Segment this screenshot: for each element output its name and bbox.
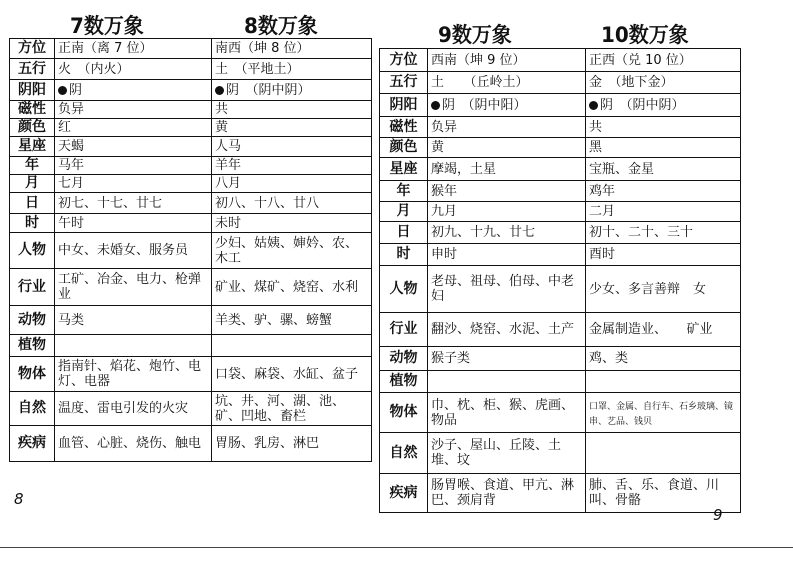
cell-c10	[586, 347, 741, 371]
table-row	[10, 137, 372, 157]
cell-text: 沙子、屋山、丘陵、土堆、坟	[431, 438, 562, 468]
cell-text: 二月	[589, 204, 616, 219]
cell-text: 初八、十八、廿八	[215, 195, 320, 211]
cell-c10	[586, 138, 741, 158]
row-label: 星座	[10, 137, 55, 157]
cell-text: 翻沙、烧窑、水泥、土产	[431, 322, 575, 337]
cell-c10	[586, 371, 741, 393]
table-row	[10, 233, 372, 269]
cell-c7	[55, 80, 212, 101]
cell-c10	[586, 202, 741, 222]
cell-text: 黄	[431, 140, 445, 155]
cell-c7	[55, 306, 212, 335]
row-label: 物体	[10, 357, 55, 392]
cell-text: 共	[589, 119, 603, 135]
row-label: 年	[380, 181, 428, 202]
cell-text: 阴 （阴中阳）	[442, 97, 527, 113]
yin-dot-icon	[58, 86, 67, 95]
table-row	[10, 59, 372, 80]
table-row	[10, 357, 372, 392]
cell-text: 西南（坤 9 位）	[431, 52, 526, 68]
cell-text: 阴 （阴中阴）	[226, 82, 311, 98]
cell-c7	[55, 39, 212, 59]
cell-c7	[55, 214, 212, 233]
cell-text: 黑	[589, 140, 603, 155]
table-row	[380, 138, 741, 158]
yin-dot-icon	[431, 101, 440, 110]
cell-c9	[428, 433, 586, 474]
cell-c8	[212, 119, 372, 137]
cell-text: 阴 （阴中阴）	[600, 97, 685, 113]
heading-9: 9数万象	[438, 23, 512, 47]
row-label: 年	[10, 157, 55, 175]
cell-text: 少女、多言善辩 女	[589, 281, 707, 297]
row-label: 自然	[380, 433, 428, 474]
cell-text: 猴子类	[431, 351, 471, 366]
row-label: 颜色	[10, 119, 55, 137]
cell-c7	[55, 119, 212, 137]
cell-c8	[212, 39, 372, 59]
table-row	[380, 393, 741, 433]
row-label: 方位	[10, 39, 55, 59]
row-label: 行业	[10, 269, 55, 306]
row-label: 五行	[380, 72, 428, 94]
cell-text: 矿业、煤矿、烧窑、水利	[215, 279, 359, 295]
cell-c7	[55, 335, 212, 357]
row-label: 时	[10, 214, 55, 233]
cell-c8	[212, 269, 372, 306]
cell-c10	[586, 393, 741, 433]
row-label: 疾病	[10, 426, 55, 462]
cell-c9	[428, 138, 586, 158]
cell-c9	[428, 202, 586, 222]
cell-text: 少妇、姑姨、婶妗、农、木工	[215, 235, 359, 266]
cell-text: 摩竭，土星	[431, 161, 497, 177]
row-label: 磁性	[380, 117, 428, 138]
cell-text: 酉时	[589, 247, 616, 262]
cell-text: 七月	[58, 176, 85, 191]
cell-c8	[212, 157, 372, 175]
cell-c7	[55, 157, 212, 175]
table-row	[10, 39, 372, 59]
table-row	[10, 101, 372, 119]
cell-c9	[428, 347, 586, 371]
cell-c9	[428, 181, 586, 202]
cell-text: 火 （内火）	[58, 61, 130, 77]
yin-dot-icon	[589, 101, 598, 110]
cell-c8	[212, 357, 372, 392]
row-label: 时	[380, 244, 428, 266]
cell-c7	[55, 59, 212, 80]
table-row	[380, 49, 741, 72]
cell-c10	[586, 94, 741, 117]
cell-text: 马类	[58, 312, 85, 328]
table-row	[10, 214, 372, 233]
cell-text: 肠胃喉、食道、甲亢、淋巴、颈肩背	[431, 478, 575, 508]
row-label: 物体	[380, 393, 428, 433]
heading-7: 7数万象	[70, 14, 144, 38]
cell-text: 正西（兑 10 位）	[589, 52, 692, 68]
cell-c10	[586, 313, 741, 347]
cell-text: 猴年	[431, 183, 458, 199]
cell-text: 宝瓶、金星	[589, 161, 655, 177]
cell-c8	[212, 233, 372, 269]
cell-text: 天蝎	[58, 139, 85, 154]
cell-c9	[428, 94, 586, 117]
cell-text: 初十、二十、三十	[589, 225, 694, 240]
table-row	[10, 193, 372, 214]
cell-text: 人马	[215, 139, 242, 154]
cell-c8	[212, 392, 372, 426]
cell-c9	[428, 72, 586, 94]
cell-c9	[428, 266, 586, 313]
cell-c9	[428, 393, 586, 433]
cell-c7	[55, 392, 212, 426]
row-label: 人物	[10, 233, 55, 269]
cell-text: 鸡年	[589, 183, 616, 199]
cell-text: 坑、井、河、湖、池、矿、凹地、畜栏	[215, 393, 346, 424]
cell-c7	[55, 357, 212, 392]
cell-c10	[586, 158, 741, 181]
cell-text: 温度、雷电引发的火灾	[58, 401, 189, 416]
bottom-rule	[0, 547, 793, 548]
cell-c8	[212, 214, 372, 233]
cell-text: 申时	[431, 247, 458, 262]
cell-text: 共	[215, 102, 229, 117]
row-label: 月	[380, 202, 428, 222]
cell-c8	[212, 175, 372, 193]
row-label: 日	[10, 193, 55, 214]
yin-dot-icon	[215, 86, 224, 95]
cell-c7	[55, 193, 212, 214]
table-row	[380, 244, 741, 266]
table-row	[10, 80, 372, 101]
page-number-right: 9	[713, 506, 723, 524]
cell-text: 中女、未婚女、服务员	[58, 243, 189, 258]
page-number-left: 8	[14, 490, 24, 508]
table-row	[380, 72, 741, 94]
heading-8: 8数万象	[244, 14, 318, 38]
cell-c10	[586, 266, 741, 313]
cell-text: 口袋、麻袋、水缸、盆子	[215, 366, 359, 382]
table-row	[10, 306, 372, 335]
cell-text: 负异	[58, 102, 85, 117]
cell-c8	[212, 101, 372, 119]
cell-text: 负异	[431, 119, 458, 135]
row-label: 疾病	[380, 474, 428, 513]
cell-c9	[428, 244, 586, 266]
row-label: 阴阳	[10, 80, 55, 101]
cell-c7	[55, 426, 212, 462]
cell-text: 鸡、类	[589, 351, 629, 366]
cell-text: 九月	[431, 204, 458, 219]
table-row	[10, 426, 372, 462]
cell-c7	[55, 175, 212, 193]
table-row	[380, 158, 741, 181]
row-label: 自然	[10, 392, 55, 426]
row-label: 星座	[380, 158, 428, 181]
row-label: 颜色	[380, 138, 428, 158]
cell-text: 金属制造业、 矿业	[589, 322, 713, 337]
cell-c9	[428, 222, 586, 244]
row-label: 植物	[10, 335, 55, 357]
row-label: 日	[380, 222, 428, 244]
table-row	[380, 266, 741, 313]
table-row	[10, 269, 372, 306]
cell-text: 初七、十七、廿七	[58, 195, 163, 211]
cell-c8	[212, 193, 372, 214]
cell-text: 土 （平地土）	[215, 61, 300, 77]
cell-text: 南西（坤 8 位）	[215, 41, 310, 56]
cell-c8	[212, 335, 372, 357]
cell-c10	[586, 72, 741, 94]
cell-text: 工矿、冶金、电力、枪弹业	[58, 272, 202, 302]
table-row	[10, 119, 372, 137]
table-row	[380, 313, 741, 347]
cell-text: 羊年	[215, 158, 242, 173]
cell-c7	[55, 269, 212, 306]
table-row	[380, 222, 741, 244]
cell-text: 巾、枕、柜、猴、虎画、物品	[431, 397, 575, 428]
cell-c10	[586, 117, 741, 138]
cell-text: 口罩、金属、自行车、石乡玻璃、镜串、艺品、钱贝	[589, 401, 734, 427]
cell-c10	[586, 49, 741, 72]
row-label: 五行	[10, 59, 55, 80]
cell-c9	[428, 474, 586, 513]
table-row	[380, 181, 741, 202]
table-7-8	[9, 38, 372, 462]
row-label: 人物	[380, 266, 428, 313]
cell-text: 老母、祖母、伯母、中老妇	[431, 274, 575, 304]
cell-c7	[55, 101, 212, 119]
cell-text: 八月	[215, 176, 242, 191]
table-9-10	[379, 48, 741, 513]
cell-text: 金 （地下金）	[589, 75, 674, 90]
table-row	[10, 335, 372, 357]
cell-c8	[212, 306, 372, 335]
cell-c8	[212, 59, 372, 80]
row-label: 月	[10, 175, 55, 193]
cell-text: 马年	[58, 158, 85, 173]
table-row	[380, 347, 741, 371]
cell-text: 午时	[58, 215, 85, 231]
cell-text: 阴	[69, 82, 83, 98]
cell-c9	[428, 371, 586, 393]
row-label: 磁性	[10, 101, 55, 119]
cell-c7	[55, 233, 212, 269]
cell-c7	[55, 137, 212, 157]
cell-text: 土 （丘岭土）	[431, 75, 529, 90]
table-row	[10, 157, 372, 175]
table-row	[380, 433, 741, 474]
cell-c9	[428, 158, 586, 181]
row-label: 方位	[380, 49, 428, 72]
table-row	[380, 371, 741, 393]
cell-text: 肺、舌、乐、食道、川叫、骨骼	[589, 478, 720, 508]
cell-text: 血管、心脏、烧伤、触电	[58, 436, 202, 451]
table-row	[380, 94, 741, 117]
table-row	[380, 474, 741, 513]
heading-10: 10数万象	[601, 23, 689, 47]
row-label: 行业	[380, 313, 428, 347]
row-label: 阴阳	[380, 94, 428, 117]
cell-c10	[586, 433, 741, 474]
cell-c8	[212, 80, 372, 101]
cell-text: 指南针、焰花、炮竹、电灯、电器	[58, 359, 202, 389]
cell-text: 初九、十九、廿七	[431, 225, 536, 240]
cell-text: 黄	[215, 120, 229, 135]
row-label: 动物	[10, 306, 55, 335]
table-row	[10, 392, 372, 426]
cell-text: 胃肠、乳房、淋巴	[215, 436, 320, 451]
cell-c8	[212, 137, 372, 157]
cell-c9	[428, 313, 586, 347]
cell-text: 红	[58, 120, 72, 135]
table-row	[10, 175, 372, 193]
cell-text: 羊类、驴、骡、螃蟹	[215, 312, 333, 328]
table-row	[380, 117, 741, 138]
cell-text: 正南（离 7 位）	[58, 41, 153, 56]
cell-text: 未时	[215, 215, 242, 231]
table-row	[380, 202, 741, 222]
cell-c8	[212, 426, 372, 462]
cell-c10	[586, 222, 741, 244]
cell-c10	[586, 181, 741, 202]
row-label: 植物	[380, 371, 428, 393]
cell-c9	[428, 117, 586, 138]
row-label: 动物	[380, 347, 428, 371]
cell-c9	[428, 49, 586, 72]
cell-c10	[586, 244, 741, 266]
